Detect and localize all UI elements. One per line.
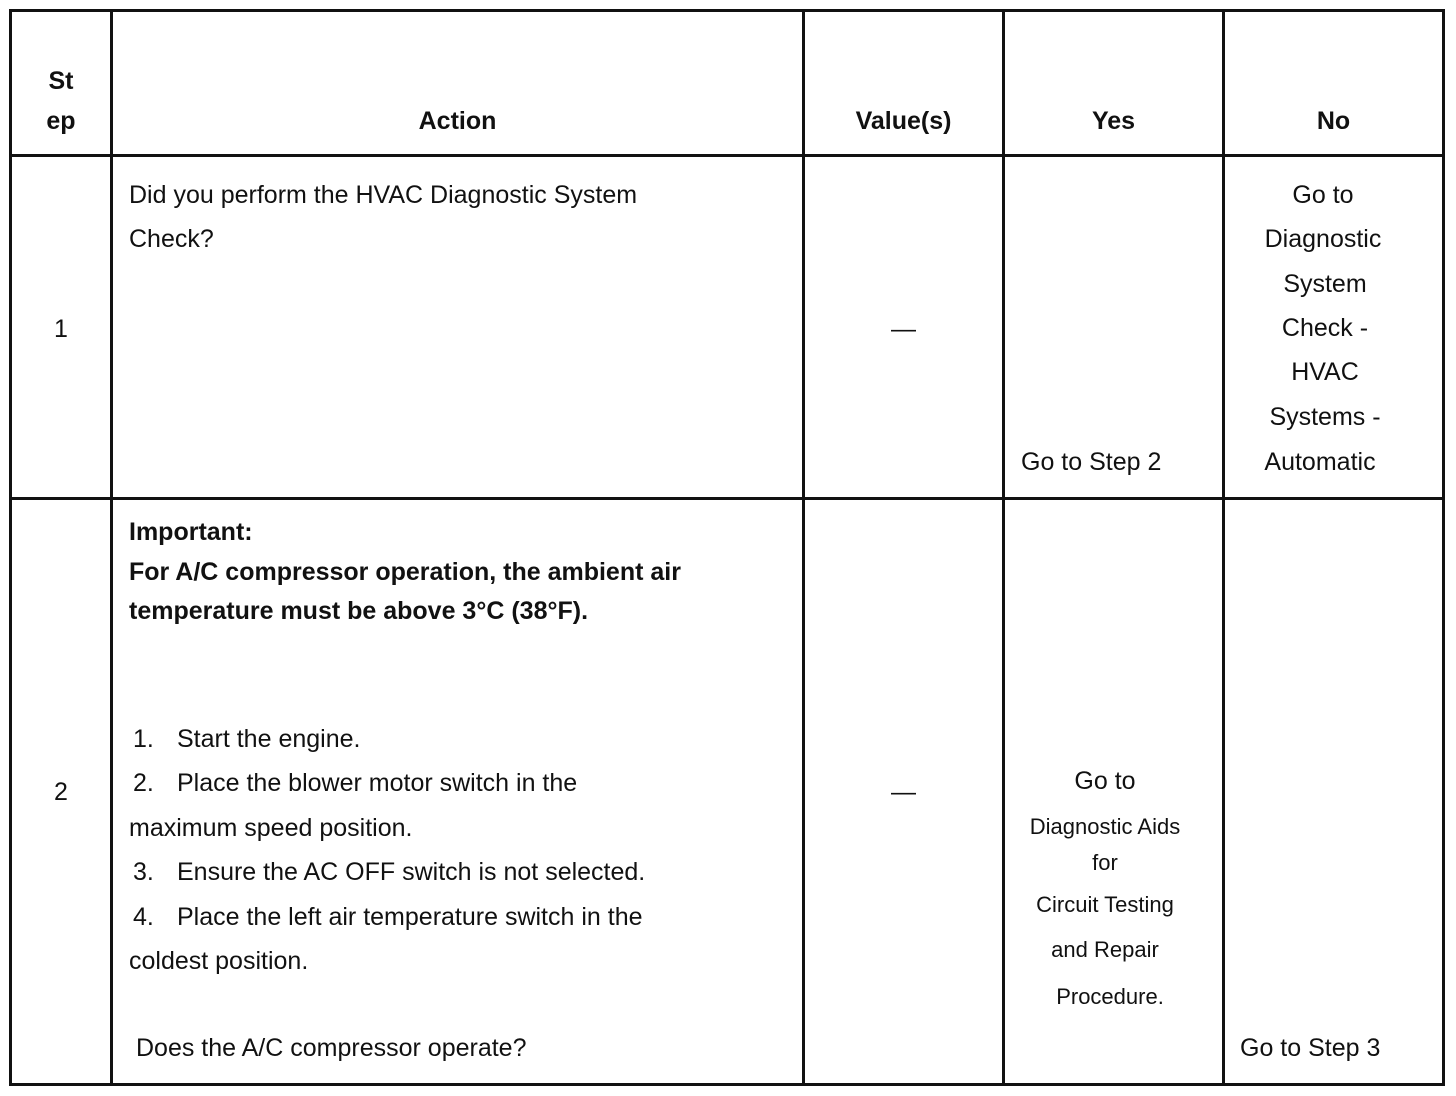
column-divider-step (110, 9, 113, 1086)
row1-no-line4: Check - (1281, 314, 1369, 342)
row1-no-line7: Automatic (1264, 448, 1376, 476)
important-line1: For A/C compressor operation, the ambient air (129, 558, 681, 586)
procedure-step-num-2: 2. (133, 769, 154, 797)
table-border-left (9, 9, 12, 1086)
column-divider-action (802, 9, 805, 1086)
procedure-step-text-2: Place the blower motor switch in the (177, 769, 578, 797)
row1-yes: Go to Step 2 (1021, 448, 1162, 476)
procedure-step-continuation-2: maximum speed position. (129, 814, 413, 842)
row2-yes-line4: Circuit Testing (1036, 892, 1174, 917)
row1-step: 1 (54, 315, 68, 343)
row1-action-line1: Did you perform the HVAC Diagnostic System (129, 181, 638, 209)
header-step-line2: ep (46, 107, 76, 135)
row2-yes-line2: Diagnostic Aids (1029, 814, 1181, 839)
header-yes: Yes (1091, 107, 1136, 135)
procedure-step-text-1: Start the engine. (177, 725, 361, 753)
row2-step: 2 (54, 778, 68, 806)
header-values: Value(s) (855, 107, 952, 135)
row2-yes-line6: Procedure. (1056, 984, 1164, 1009)
row2-yes-line1: Go to (1074, 767, 1136, 795)
table-border-top (9, 9, 1445, 12)
procedure-step-text-3: Ensure the AC OFF switch is not selected. (177, 858, 646, 886)
header-step-line1: St (48, 67, 74, 95)
table-border-bottom (9, 1083, 1445, 1086)
procedure-step-text-4: Place the left air temperature switch in the (177, 903, 643, 931)
row1-value: — (891, 315, 916, 343)
important-label: Important: (129, 518, 253, 546)
header-row-divider (9, 154, 1445, 157)
row1-action-line2: Check? (129, 225, 214, 253)
row2-yes-line3: for (1092, 850, 1118, 875)
procedure-step-continuation-4: coldest position. (129, 947, 309, 975)
header-no: No (1316, 107, 1351, 135)
row1-no-line2: Diagnostic (1264, 225, 1382, 253)
row1-no-line5: HVAC (1291, 358, 1359, 386)
row2-no: Go to Step 3 (1240, 1034, 1381, 1062)
procedure-step-num-3: 3. (133, 858, 154, 886)
important-line2: temperature must be above 3°C (38°F). (129, 597, 589, 625)
row2-question: Does the A/C compressor operate? (136, 1034, 527, 1062)
column-divider-yes (1222, 9, 1225, 1086)
table-border-right (1442, 9, 1445, 1086)
row2-yes-line5: and Repair (1051, 937, 1159, 962)
procedure-step-num-4: 4. (133, 903, 154, 931)
row-divider (9, 497, 1445, 500)
header-action: Action (418, 107, 497, 135)
procedure-step-num-1: 1. (133, 725, 154, 753)
row1-no-line3: System (1283, 270, 1367, 298)
row1-no-line1: Go to (1292, 181, 1354, 209)
row1-no-line6: Systems - (1269, 403, 1381, 431)
row2-value: — (891, 778, 916, 806)
